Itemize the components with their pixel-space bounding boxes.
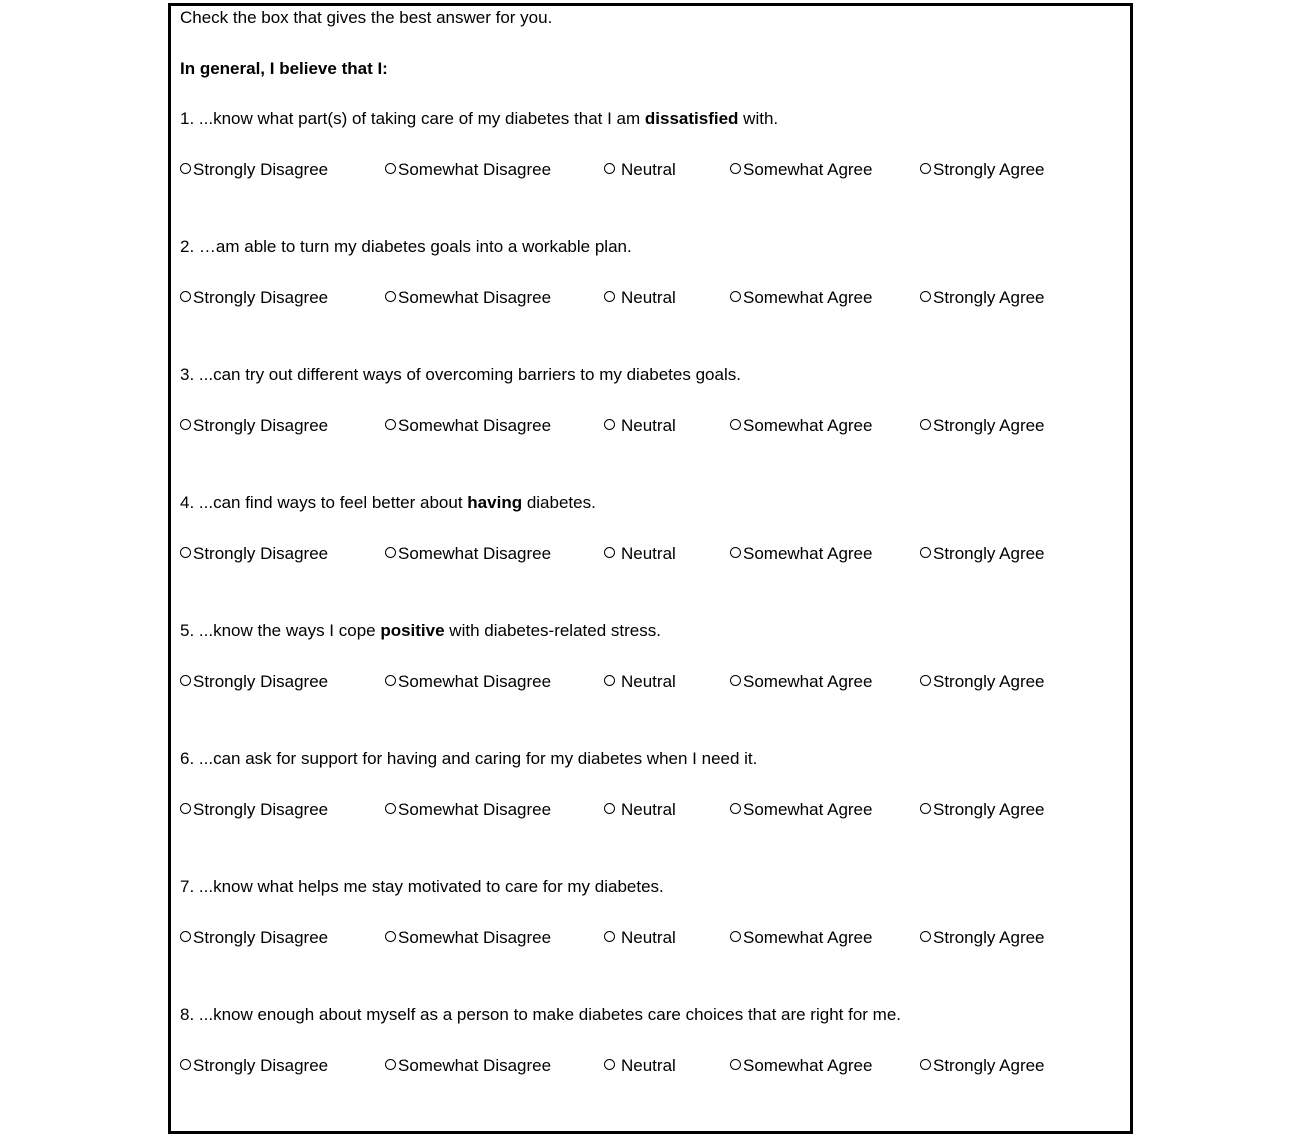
radio-icon[interactable] (385, 1059, 396, 1070)
radio-icon[interactable] (604, 291, 615, 302)
option-label: Neutral (621, 672, 676, 691)
option-neutral[interactable] (604, 161, 730, 179)
option-somewhat-disagree[interactable] (385, 1057, 604, 1075)
option-label: Strongly Agree (933, 416, 1045, 435)
radio-icon[interactable] (385, 931, 396, 942)
option-somewhat-agree[interactable] (730, 289, 920, 307)
likert-row-q1 (180, 161, 1122, 179)
radio-icon[interactable] (730, 803, 741, 814)
radio-icon[interactable] (604, 675, 615, 686)
questionnaire-box (168, 3, 1133, 1134)
option-label: Strongly Agree (933, 800, 1045, 819)
question-text: 2. …am able to turn my diabetes goals into a workable plan. (180, 237, 632, 256)
radio-icon[interactable] (920, 1059, 931, 1070)
option-strongly-disagree[interactable] (180, 1057, 385, 1075)
option-label: Somewhat Disagree (398, 1056, 552, 1075)
radio-icon[interactable] (920, 291, 931, 302)
radio-icon[interactable] (920, 931, 931, 942)
likert-row-q4 (180, 545, 1122, 563)
option-strongly-disagree[interactable] (180, 673, 385, 691)
option-label: Somewhat Disagree (398, 928, 552, 947)
radio-icon[interactable] (180, 419, 191, 430)
option-label: Strongly Agree (933, 928, 1045, 947)
option-somewhat-disagree[interactable] (385, 161, 604, 179)
option-label: Neutral (621, 1056, 676, 1075)
radio-icon[interactable] (920, 419, 931, 430)
radio-icon[interactable] (385, 547, 396, 558)
question-text: 3. ...can try out different ways of overcoming barriers to my diabetes goals. (180, 365, 741, 384)
option-neutral[interactable] (604, 929, 730, 947)
radio-icon[interactable] (180, 547, 191, 558)
option-strongly-agree[interactable] (920, 417, 1045, 435)
option-label: Strongly Disagree (193, 800, 329, 819)
question-text: with diabetes-related stress. (444, 621, 661, 640)
option-label: Somewhat Disagree (398, 160, 552, 179)
radio-icon[interactable] (730, 291, 741, 302)
question-1 (180, 110, 1122, 128)
radio-icon[interactable] (604, 419, 615, 430)
option-strongly-disagree[interactable] (180, 929, 385, 947)
question-7 (180, 878, 1122, 896)
option-somewhat-agree[interactable] (730, 545, 920, 563)
option-neutral[interactable] (604, 673, 730, 691)
radio-icon[interactable] (180, 675, 191, 686)
form-heading: In general, I believe that I: (180, 59, 388, 78)
option-somewhat-disagree[interactable] (385, 673, 604, 691)
option-somewhat-disagree[interactable] (385, 929, 604, 947)
likert-row-q2 (180, 289, 1122, 307)
likert-row-q3 (180, 417, 1122, 435)
option-somewhat-agree[interactable] (730, 161, 920, 179)
question-3 (180, 366, 1122, 384)
radio-icon[interactable] (180, 803, 191, 814)
option-label: Neutral (621, 288, 676, 307)
option-label: Somewhat Disagree (398, 800, 552, 819)
radio-icon[interactable] (385, 291, 396, 302)
radio-icon[interactable] (920, 675, 931, 686)
question-text: 4. ...can find ways to feel better about (180, 493, 468, 512)
radio-icon[interactable] (385, 803, 396, 814)
option-neutral[interactable] (604, 289, 730, 307)
question-text: 7. ...know what helps me stay motivated to care for my diabetes. (180, 877, 664, 896)
option-label: Somewhat Agree (743, 544, 873, 563)
option-somewhat-disagree[interactable] (385, 545, 604, 563)
option-label: Neutral (621, 160, 676, 179)
option-label: Somewhat Disagree (398, 416, 552, 435)
radio-icon[interactable] (730, 419, 741, 430)
option-somewhat-agree[interactable] (730, 929, 920, 947)
likert-row-q5 (180, 673, 1122, 691)
option-neutral[interactable] (604, 801, 730, 819)
option-strongly-agree[interactable] (920, 289, 1045, 307)
question-2 (180, 238, 1122, 256)
radio-icon[interactable] (920, 803, 931, 814)
option-label: Somewhat Agree (743, 288, 873, 307)
option-strongly-disagree[interactable] (180, 417, 385, 435)
likert-row-q8 (180, 1057, 1122, 1075)
radio-icon[interactable] (180, 931, 191, 942)
question-bold-text: positive (380, 621, 445, 640)
radio-icon[interactable] (385, 419, 396, 430)
question-4 (180, 494, 1122, 512)
radio-icon[interactable] (385, 675, 396, 686)
option-neutral[interactable] (604, 417, 730, 435)
option-somewhat-disagree[interactable] (385, 417, 604, 435)
option-label: Strongly Agree (933, 288, 1045, 307)
option-label: Strongly Disagree (193, 672, 329, 691)
form-instruction: Check the box that gives the best answer for you. (180, 8, 553, 27)
option-somewhat-agree[interactable] (730, 673, 920, 691)
radio-icon[interactable] (920, 163, 931, 174)
question-text: 1. ...know what part(s) of taking care of my diabetes that I am (180, 109, 645, 128)
radio-icon[interactable] (180, 1059, 191, 1070)
radio-icon[interactable] (604, 163, 615, 174)
option-label: Neutral (621, 800, 676, 819)
option-label: Strongly Agree (933, 544, 1045, 563)
option-label: Strongly Disagree (193, 1056, 329, 1075)
option-strongly-agree[interactable] (920, 545, 1045, 563)
option-label: Strongly Disagree (193, 544, 329, 563)
radio-icon[interactable] (604, 1059, 615, 1070)
option-strongly-agree[interactable] (920, 801, 1045, 819)
question-text: 6. ...can ask for support for having and caring for my diabetes when I need it. (180, 749, 758, 768)
option-label: Somewhat Disagree (398, 544, 552, 563)
option-label: Somewhat Agree (743, 160, 873, 179)
option-label: Strongly Disagree (193, 928, 329, 947)
question-5 (180, 622, 1122, 640)
option-strongly-agree[interactable] (920, 673, 1045, 691)
option-somewhat-agree[interactable] (730, 1057, 920, 1075)
option-somewhat-disagree[interactable] (385, 289, 604, 307)
radio-icon[interactable] (604, 803, 615, 814)
option-strongly-disagree[interactable] (180, 545, 385, 563)
option-somewhat-agree[interactable] (730, 417, 920, 435)
option-strongly-disagree[interactable] (180, 289, 385, 307)
question-text: 5. ...know the ways I cope (180, 621, 381, 640)
option-label: Strongly Agree (933, 160, 1045, 179)
option-neutral[interactable] (604, 545, 730, 563)
option-label: Somewhat Agree (743, 1056, 873, 1075)
option-label: Neutral (621, 928, 676, 947)
question-6 (180, 750, 1122, 768)
option-label: Somewhat Agree (743, 800, 873, 819)
option-label: Strongly Disagree (193, 288, 329, 307)
question-8 (180, 1006, 1122, 1024)
radio-icon[interactable] (604, 931, 615, 942)
question-bold-text: having (467, 493, 523, 512)
question-bold-text: dissatisfied (644, 109, 739, 128)
radio-icon[interactable] (604, 547, 615, 558)
radio-icon[interactable] (730, 547, 741, 558)
option-label: Strongly Disagree (193, 416, 329, 435)
radio-icon[interactable] (730, 1059, 741, 1070)
option-label: Strongly Agree (933, 672, 1045, 691)
radio-icon[interactable] (730, 163, 741, 174)
option-label: Somewhat Disagree (398, 288, 552, 307)
question-text: diabetes. (522, 493, 596, 512)
option-label: Strongly Agree (933, 1056, 1045, 1075)
option-neutral[interactable] (604, 1057, 730, 1075)
radio-icon[interactable] (180, 163, 191, 174)
radio-icon[interactable] (730, 931, 741, 942)
option-strongly-disagree[interactable] (180, 801, 385, 819)
option-label: Neutral (621, 416, 676, 435)
option-strongly-disagree[interactable] (180, 161, 385, 179)
option-somewhat-disagree[interactable] (385, 801, 604, 819)
radio-icon[interactable] (180, 291, 191, 302)
option-label: Somewhat Agree (743, 672, 873, 691)
option-label: Somewhat Disagree (398, 672, 552, 691)
option-label: Neutral (621, 544, 676, 563)
question-text: 8. ...know enough about myself as a person to make diabetes care choices that are right for me. (180, 1005, 902, 1024)
question-text: with. (738, 109, 779, 128)
radio-icon[interactable] (730, 675, 741, 686)
option-strongly-agree[interactable] (920, 1057, 1045, 1075)
likert-row-q7 (180, 929, 1122, 947)
option-strongly-agree[interactable] (920, 161, 1045, 179)
option-label: Somewhat Agree (743, 416, 873, 435)
option-label: Somewhat Agree (743, 928, 873, 947)
radio-icon[interactable] (920, 547, 931, 558)
option-strongly-agree[interactable] (920, 929, 1045, 947)
option-label: Strongly Disagree (193, 160, 329, 179)
likert-row-q6 (180, 801, 1122, 819)
option-somewhat-agree[interactable] (730, 801, 920, 819)
radio-icon[interactable] (385, 163, 396, 174)
